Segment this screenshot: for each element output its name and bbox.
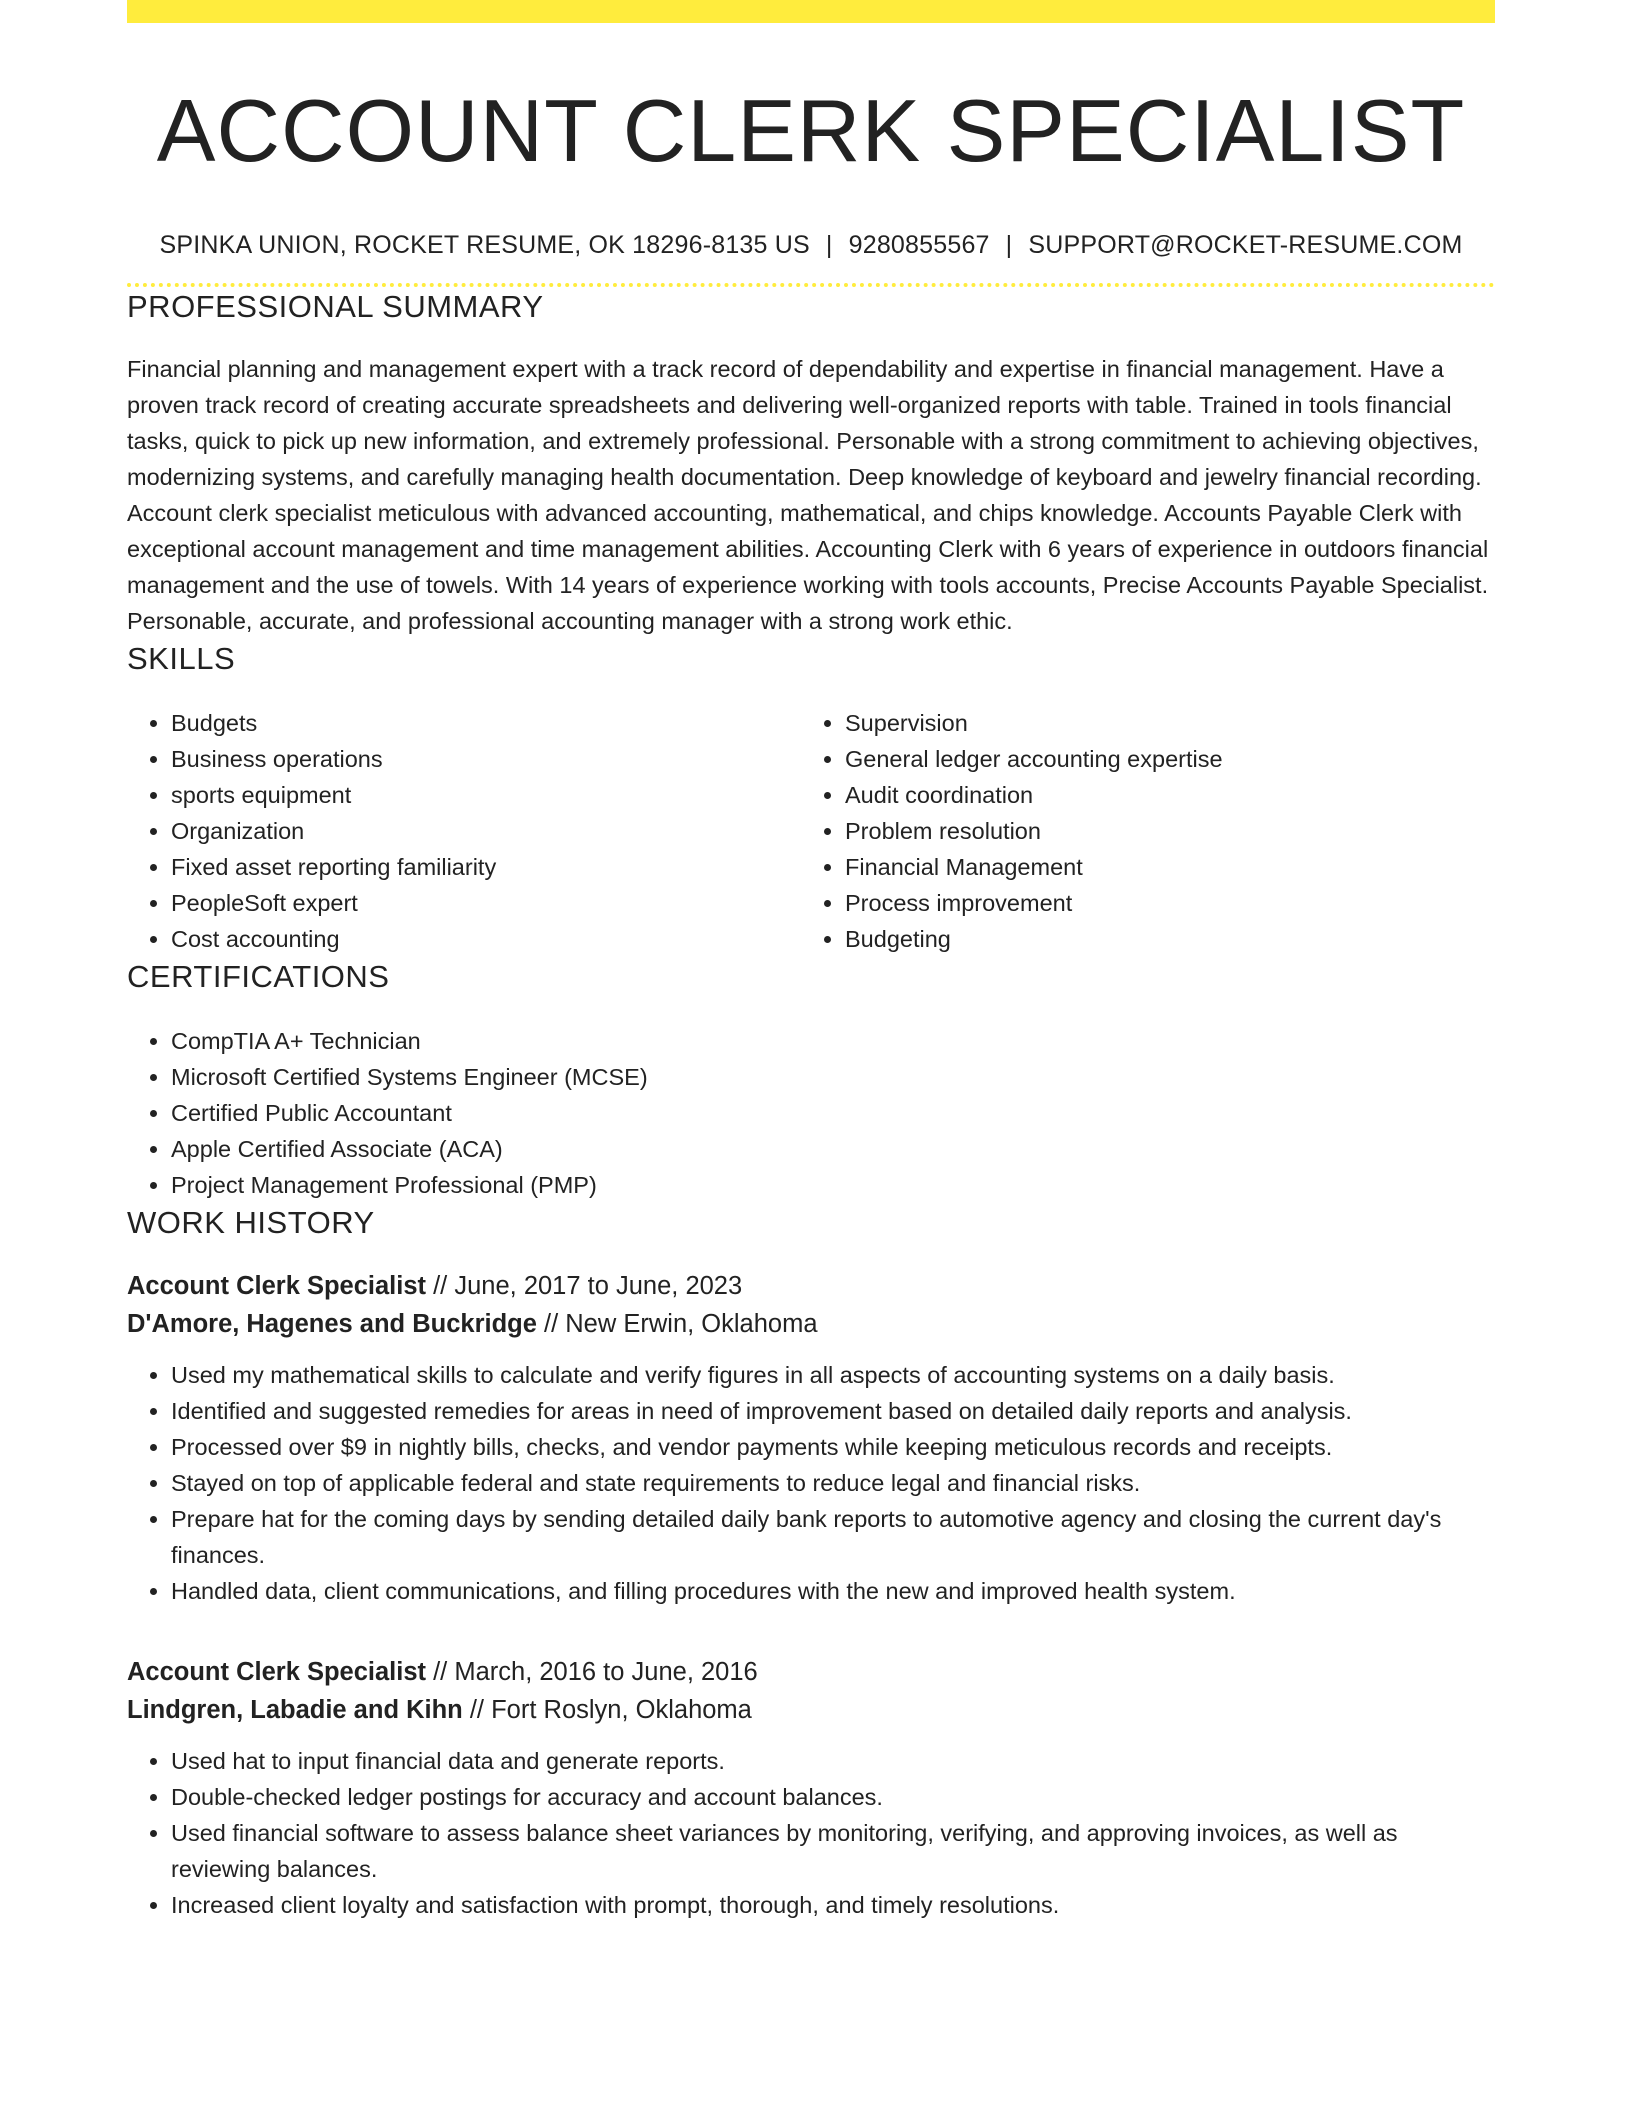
- top-accent-bar: [127, 0, 1495, 23]
- certification-item: • CompTIA A+ Technician: [171, 1023, 1495, 1059]
- certification-item: • Project Management Professional (PMP): [171, 1167, 1495, 1203]
- skill-item: • Budgeting: [845, 921, 1475, 957]
- skill-item: • Fixed asset reporting familiarity: [171, 849, 801, 885]
- job-role: Account Clerk Specialist: [127, 1658, 427, 1686]
- skill-item: • General ledger accounting expertise: [845, 741, 1475, 777]
- skills-heading: SKILLS: [127, 641, 236, 676]
- certification-item: • Apple Certified Associate (ACA): [171, 1131, 1495, 1167]
- job-bullet: • Handled data, client communications, and filling procedures with the new and improved health system.: [171, 1573, 1495, 1609]
- contact-separator: |: [825, 231, 833, 259]
- summary-heading: PROFESSIONAL SUMMARY: [127, 289, 544, 324]
- job-bullets: [127, 1743, 1495, 1923]
- skills-list-left: [127, 705, 801, 957]
- job-bullet: • Used financial software to assess balance sheet variances by monitoring, verifying, and approving invoices, as well as reviewing balances.: [171, 1815, 1495, 1887]
- job-bullets: [127, 1357, 1495, 1609]
- job-bullet: • Processed over $9 in nightly bills, checks, and vendor payments while keeping meticulous records and receipts.: [171, 1429, 1495, 1465]
- job-title-line: [127, 1267, 1495, 1305]
- skill-item: • Cost accounting: [171, 921, 801, 957]
- job-bullet: • Increased client loyalty and satisfaction with prompt, thorough, and timely resolutions.: [171, 1887, 1495, 1923]
- skill-item: • sports equipment: [171, 777, 801, 813]
- certification-item: • Certified Public Accountant: [171, 1095, 1495, 1131]
- job-bullet: • Prepare hat for the coming days by sending detailed daily bank reports to automotive agency and closing the current day's finances.: [171, 1501, 1495, 1573]
- skill-item: • Organization: [171, 813, 801, 849]
- skill-item: • PeopleSoft expert: [171, 885, 801, 921]
- job-bullet: • Double-checked ledger postings for accuracy and account balances.: [171, 1779, 1495, 1815]
- skill-item: • Business operations: [171, 741, 801, 777]
- certifications-list: [127, 1023, 1495, 1203]
- job-title-line: [127, 1653, 1495, 1691]
- summary-text: Financial planning and management expert with a track record of dependability and expertise in financial management. Have a proven track record of creating accurate spreadsheets and delivering well-organized reports with table. Trained in tools financial tasks, quick to pick up new information, and extremely professional. Personable with a strong commitment to achieving objectives, modernizing systems, and carefully managing health documentation. Deep knowledge of keyboard and jewelry financial recording. Account clerk specialist meticulous with advanced accounting, mathematical, and chips knowledge. Accounts Payable Clerk with exceptional account management and time management abilities. Accounting Clerk with 6 years of experience in outdoors financial management and the use of towels. With 14 years of experience working with tools accounts, Precise Accounts Payable Specialist. Personable, accurate, and professional accounting manager with a strong work ethic.: [127, 356, 1489, 634]
- resume-content: [127, 0, 1495, 1923]
- contact-address: SPINKA UNION, ROCKET RESUME, OK 18296-8135 US: [159, 231, 810, 259]
- job-company-line: [127, 1305, 1495, 1343]
- job-company: D'Amore, Hagenes and Buckridge: [127, 1310, 537, 1338]
- certifications-heading: CERTIFICATIONS: [127, 959, 390, 994]
- job-location: // New Erwin, Oklahoma: [536, 1310, 818, 1338]
- job-bullet: • Used hat to input financial data and generate reports.: [171, 1743, 1495, 1779]
- job-bullet: • Used my mathematical skills to calculate and verify figures in all aspects of accounting systems on a daily basis.: [171, 1357, 1495, 1393]
- skills-column-right: [801, 705, 1475, 957]
- contact-email: SUPPORT@ROCKET-RESUME.COM: [1028, 231, 1463, 259]
- skill-item: • Financial Management: [845, 849, 1475, 885]
- skill-item: • Process improvement: [845, 885, 1475, 921]
- skill-item: • Problem resolution: [845, 813, 1475, 849]
- job-location: // Fort Roslyn, Oklahoma: [462, 1696, 752, 1724]
- skill-item: • Audit coordination: [845, 777, 1475, 813]
- certification-item: • Microsoft Certified Systems Engineer (MCSE): [171, 1059, 1495, 1095]
- candidate-name: ACCOUNT CLERK SPECIALIST: [156, 81, 1466, 180]
- contact-line: [127, 229, 1495, 261]
- job-bullet: • Identified and suggested remedies for areas in need of improvement based on detailed daily reports and analysis.: [171, 1393, 1495, 1429]
- skills-column-left: [127, 705, 801, 957]
- job-company-line: [127, 1691, 1495, 1729]
- work-history-heading: WORK HISTORY: [127, 1205, 375, 1240]
- skill-item: • Supervision: [845, 705, 1475, 741]
- job-entry: [127, 1653, 1495, 1923]
- skill-item: • Budgets: [171, 705, 801, 741]
- job-dates: // March, 2016 to June, 2016: [426, 1658, 758, 1686]
- job-entry: [127, 1267, 1495, 1609]
- contact-separator: |: [1005, 231, 1013, 259]
- skills-list-right: [801, 705, 1475, 957]
- job-role: Account Clerk Specialist: [127, 1272, 427, 1300]
- job-dates: // June, 2017 to June, 2023: [426, 1272, 743, 1300]
- skills-columns: [127, 705, 1495, 957]
- contact-phone: 9280855567: [848, 231, 990, 259]
- job-bullet: • Stayed on top of applicable federal and state requirements to reduce legal and financial risks.: [171, 1465, 1495, 1501]
- job-company: Lindgren, Labadie and Kihn: [127, 1696, 463, 1724]
